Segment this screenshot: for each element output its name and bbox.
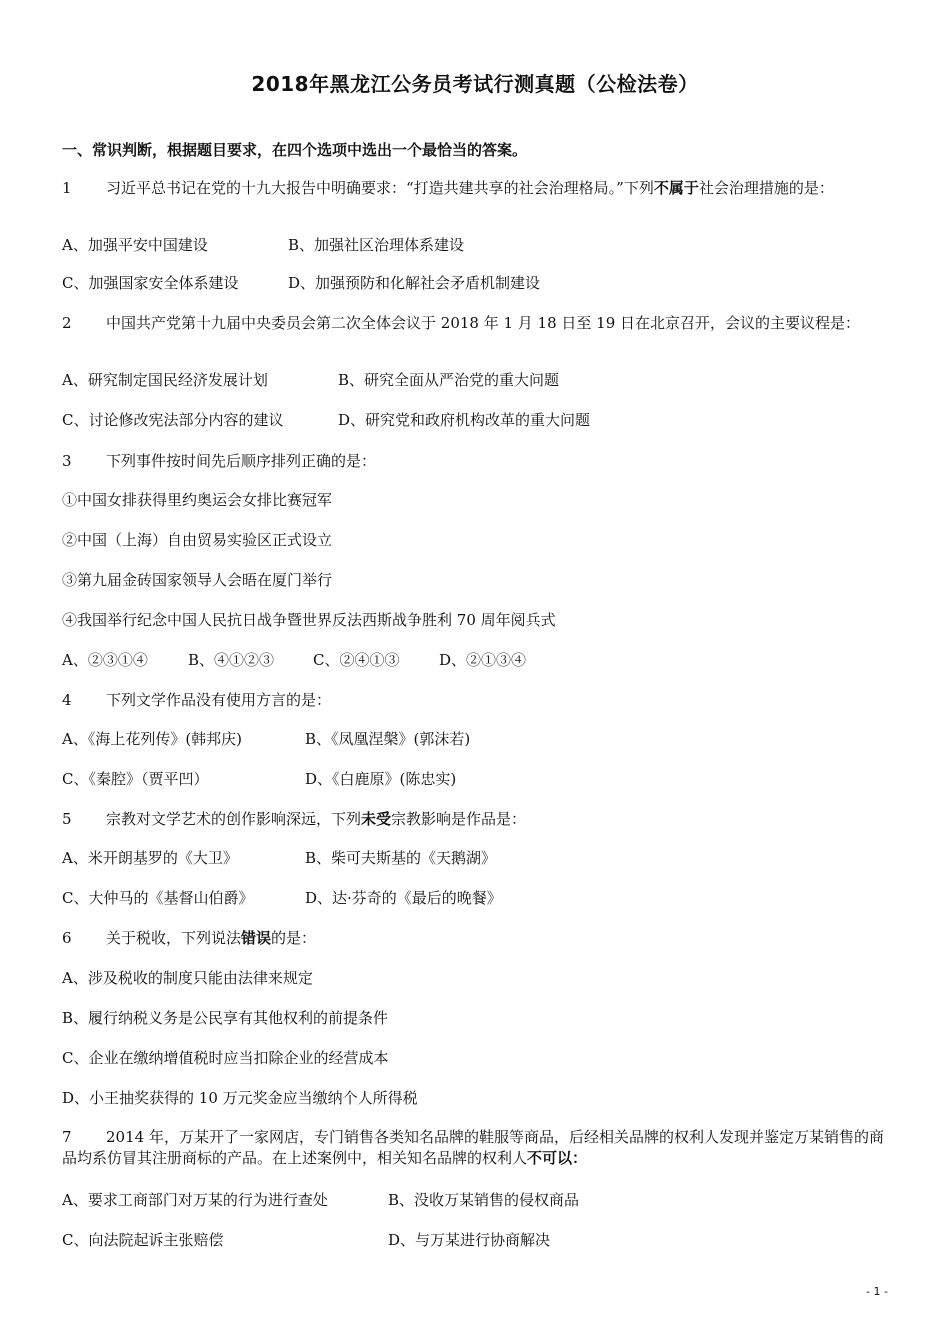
list-item: ①中国女排获得里约奥运会女排比赛冠军 bbox=[62, 491, 333, 509]
option: D、小王抽奖获得的 10 万元奖金应当缴纳个人所得税 bbox=[62, 1089, 418, 1107]
option: A、要求工商部门对万某的行为进行查处 bbox=[62, 1191, 328, 1209]
question-stem: 5 宗教对文学艺术的创作影响深远，下列未受宗教影响是作品是： bbox=[62, 810, 527, 828]
option: A、米开朗基罗的《大卫》 bbox=[62, 849, 238, 867]
option: C、《秦腔》（贾平凹） bbox=[62, 770, 209, 788]
question-stem: 3 下列事件按时间先后顺序排列正确的是： bbox=[62, 452, 377, 470]
option: A、加强平安中国建设 bbox=[62, 236, 208, 254]
question-stem: 4 下列文学作品没有使用方言的是： bbox=[62, 691, 332, 709]
option: D、与万某进行协商解决 bbox=[388, 1231, 551, 1249]
option: C、大仲马的《基督山伯爵》 bbox=[62, 889, 254, 907]
option: D、②①③④ bbox=[439, 651, 527, 669]
emphasis: 不属于 bbox=[653, 179, 699, 197]
question-number: 1 bbox=[62, 179, 72, 197]
question-stem: 7 2014 年，万某开了一家网店，专门销售各类知名品牌的鞋服等商品，后经相关品牌的权利人发现并鉴定万某销售的商品均系仿冒其注册商标的产品。在上述案例中，相关知名品牌的权利人不可以： bbox=[62, 1128, 884, 1167]
question-number: 3 bbox=[62, 452, 72, 470]
question-number: 5 bbox=[62, 810, 72, 828]
emphasis: 未受 bbox=[361, 810, 392, 828]
option: A、②③①④ bbox=[62, 651, 148, 669]
option: D、研究党和政府机构改革的重大问题 bbox=[338, 411, 591, 429]
question-number: 7 bbox=[62, 1128, 72, 1146]
option: B、④①②③ bbox=[188, 651, 275, 669]
question-stem: 2 中国共产党第十九届中央委员会第二次全体会议于 2018 年 1 月 18 日至 19 日在北京召开，会议的主要议程是： bbox=[62, 314, 861, 332]
option: A、研究制定国民经济发展计划 bbox=[62, 371, 268, 389]
option: D、《白鹿原》(陈忠实) bbox=[305, 770, 457, 788]
question-stem: 1 习近平总书记在党的十九大报告中明确要求：“打造共建共享的社会治理格局。”下列不属于社会治理措施的是： bbox=[62, 179, 834, 197]
list-item: ②中国（上海）自由贸易实验区正式设立 bbox=[62, 531, 333, 549]
list-item: ④我国举行纪念中国人民抗日战争暨世界反法西斯战争胜利 70 周年阅兵式 bbox=[62, 611, 556, 629]
option: B、《凤凰涅槃》(郭沫若) bbox=[305, 730, 471, 748]
document-title: 2018年黑龙江公务员考试行测真题（公检法卷） bbox=[251, 72, 699, 96]
option: B、履行纳税义务是公民享有其他权利的前提条件 bbox=[62, 1009, 389, 1027]
question-number: 4 bbox=[62, 691, 72, 709]
option: B、加强社区治理体系建设 bbox=[288, 236, 465, 254]
option: B、没收万某销售的侵权商品 bbox=[388, 1191, 580, 1209]
section-heading: 一、常识判断，根据题目要求，在四个选项中选出一个最恰当的答案。 bbox=[62, 141, 528, 159]
page-number: - 1 - bbox=[866, 1285, 888, 1298]
option: A、《海上花列传》(韩邦庆) bbox=[62, 730, 243, 748]
option: B、柴可夫斯基的《天鹅湖》 bbox=[305, 849, 497, 867]
option: A、涉及税收的制度只能由法律来规定 bbox=[62, 969, 313, 987]
option: C、讨论修改宪法部分内容的建议 bbox=[62, 411, 284, 429]
option: C、企业在缴纳增值税时应当扣除企业的经营成本 bbox=[62, 1049, 389, 1067]
question-number: 2 bbox=[62, 314, 72, 332]
option: C、②④①③ bbox=[313, 651, 400, 669]
emphasis: 不可以： bbox=[527, 1149, 588, 1167]
question-number: 6 bbox=[62, 929, 72, 947]
emphasis: 错误 bbox=[241, 929, 272, 947]
option: D、加强预防和化解社会矛盾机制建设 bbox=[288, 274, 541, 292]
option: B、研究全面从严治党的重大问题 bbox=[338, 371, 560, 389]
option: C、向法院起诉主张赔偿 bbox=[62, 1231, 224, 1249]
question-stem: 6 关于税收，下列说法错误的是： bbox=[62, 929, 317, 947]
option: D、达·芬奇的《最后的晚餐》 bbox=[305, 889, 502, 907]
option: C、加强国家安全体系建设 bbox=[62, 274, 239, 292]
list-item: ③第九届金砖国家领导人会晤在厦门举行 bbox=[62, 571, 333, 589]
